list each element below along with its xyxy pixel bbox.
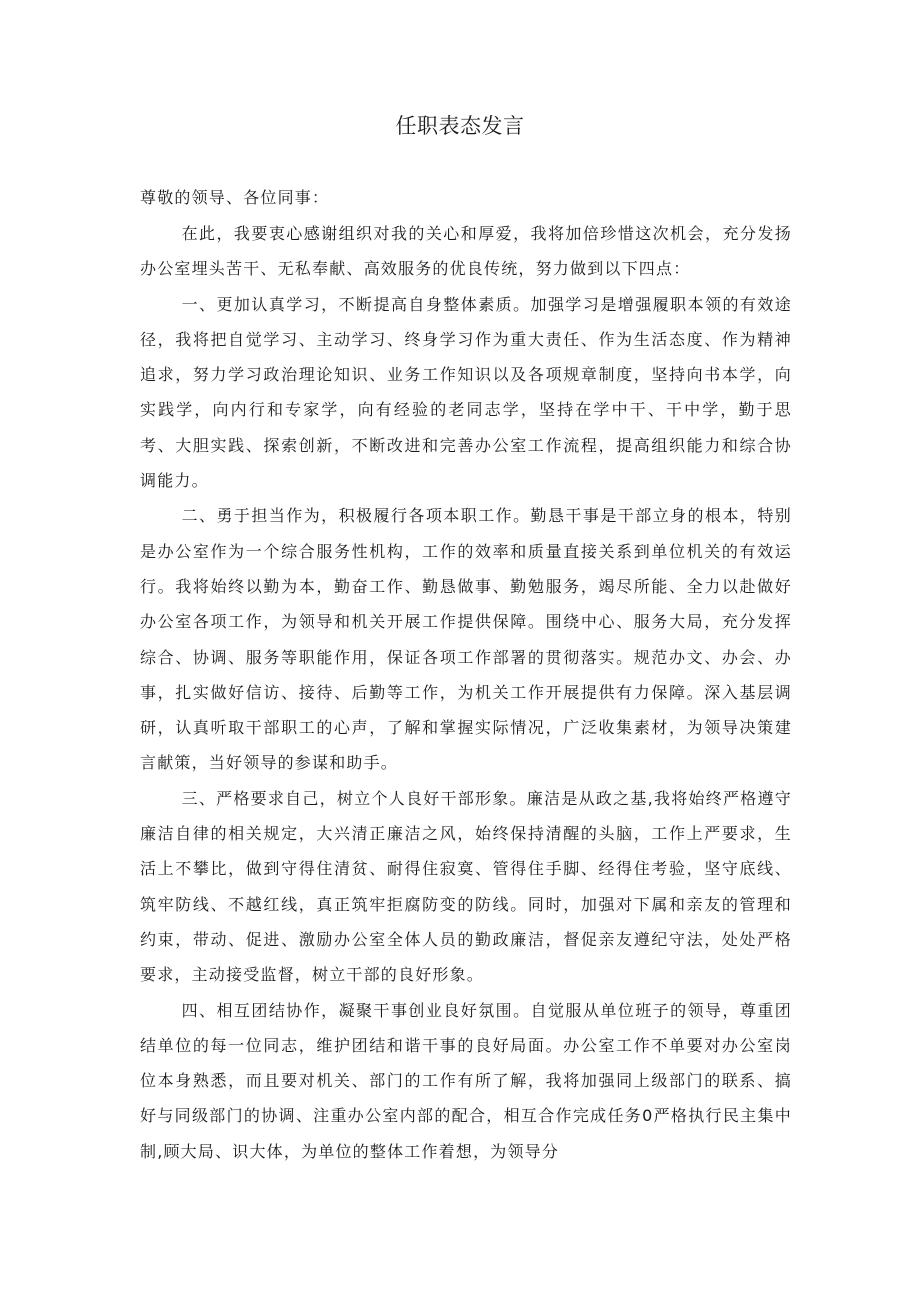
document-title: 任职表态发言 (395, 114, 525, 138)
paragraph-intro: 在此，我要衷心感谢组织对我的关心和厚爱，我将加倍珍惜这次机会，充分发扬办公室埋头苦干、无私奉献、高效服务的优良传统，努力做到以下四点： (140, 224, 792, 279)
paragraph-point-1: 一、更加认真学习，不断提高自身整体素质。加强学习是增强履职本领的有效途径，我将把自觉学习、主动学习、终身学习作为重大责任、作为生活态度、作为精神追求，努力学习政治理论知识、业务工作知识以及各项规章制度，坚持向书本学，向实践学，向内行和专家学，向有经验的老同志学，坚持在学中干、干中学，勤于思考、大胆实践、探索创新，不断改进和完善办公室工作流程，提高组织能力和综合协调能力。 (140, 294, 792, 491)
paragraph-point-3: 三、严格要求自己，树立个人良好干部形象。廉洁是从政之基,我将始终严格遵守廉洁自律的相关规定，大兴清正廉洁之风，始终保持清醒的头脑，工作上严要求，生活上不攀比，做到守得住清贫、耐得住寂寞、管得住手脚、经得住考验，坚守底线、筑牢防线、不越红线，真正筑牢拒腐防变的防线。同时，加强对下属和亲友的管理和约束，带动、促进、激励办公室全体人员的勤政廉洁，督促亲友遵纪守法，处处严格要求，主动接受监督，树立干部的良好形象。 (140, 788, 792, 985)
paragraph-point-4: 四、相互团结协作，凝聚干事创业良好氛围。自觉服从单位班子的领导，尊重团结单位的每一位同志，维护团结和谐干事的良好局面。办公室工作不单要对办公室岗位本身熟悉，而且要对机关、部门的工作有所了解，我将加强同上级部门的联系、搞好与同级部门的协调、注重办公室内部的配合，相互合作完成任务0严格执行民主集中制,顾大局、识大体，为单位的整体工作着想，为领导分 (140, 1000, 792, 1161)
paragraph-point-2: 二、勇于担当作为，积极履行各项本职工作。勤恳干事是干部立身的根本，特别是办公室作为一个综合服务性机构，工作的效率和质量直接关系到单位机关的有效运行。我将始终以勤为本，勤奋工作、勤恳做事、勤勉服务，竭尽所能、全力以赴做好办公室各项工作，为领导和机关开展工作提供保障。围绕中心、服务大局，充分发挥综合、协调、服务等职能作用，保证各项工作部署的贯彻落实。规范办文、办会、办事，扎实做好信访、接待、后勤等工作，为机关工作开展提供有力保障。深入基层调研，认真听取干部职工的心声，了解和掌握实际情况，广泛收集素材，为领导决策建言献策，当好领导的参谋和助手。 (140, 506, 792, 773)
document-body (140, 183, 792, 1169)
salutation: 尊敬的领导、各位同事： (140, 188, 330, 207)
